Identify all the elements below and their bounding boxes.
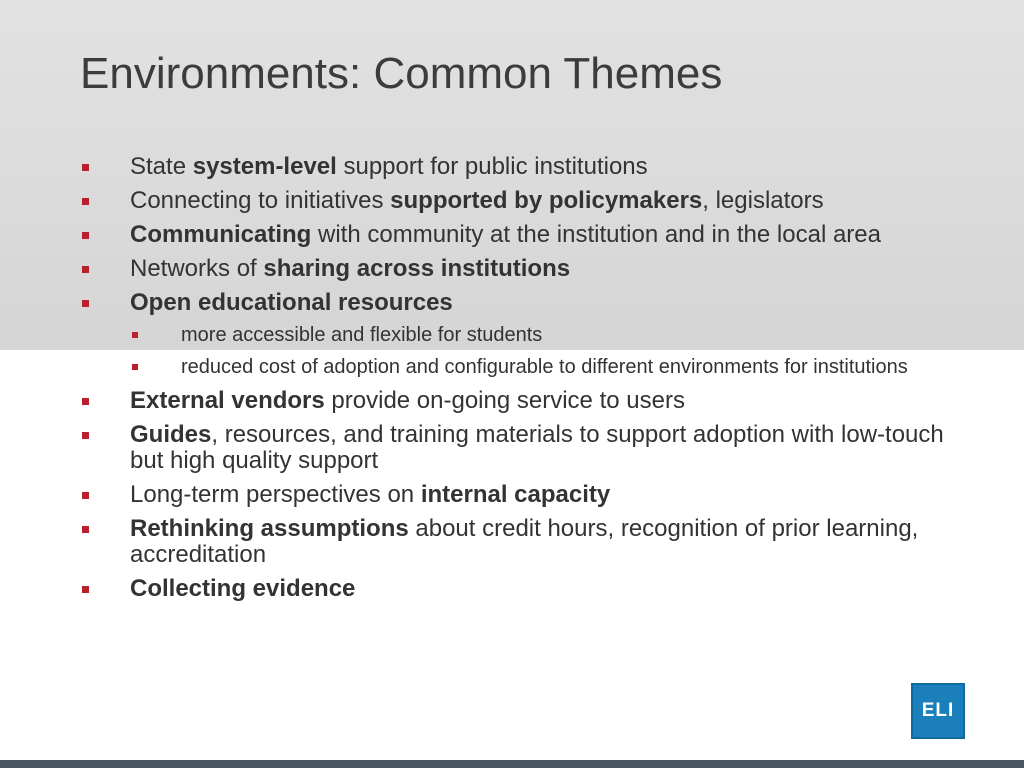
bullet-square-icon [132,332,138,338]
bullet-item [80,422,965,474]
bullet-text-bold: Communicating [130,221,312,248]
bullet-item [80,388,965,414]
bullet-text: provide on-going service to users [324,387,685,414]
bullet-square-icon [82,198,89,205]
bullet-square-icon [82,232,89,239]
bullet-text: Long-term perspectives on [130,481,421,508]
bullet-square-icon [82,164,89,171]
bullet-list [80,154,965,610]
bullet-text-bold: Rethinking assumptions [130,515,409,542]
bullet-item [80,154,965,180]
bullet-square-icon [82,300,89,307]
bullet-square-icon [82,586,89,593]
bullet-square-icon [132,364,138,370]
sub-bullet-item [80,356,965,379]
sub-bullet-item [80,324,965,347]
bullet-text-bold: Guides [130,421,212,448]
bullet-text-bold: Open educational resources [130,289,453,316]
footer-bar [0,760,1024,768]
bullet-text-bold: Collecting evidence [130,575,356,602]
bullet-text-bold: External vendors [130,387,325,414]
bullet-text: more accessible and flexible for students [181,324,543,346]
bullet-text: , resources, and training materials to support adoption with low-touch but high quality support [130,421,944,474]
bullet-text: reduced cost of adoption and configurable to different environments for institutions [181,356,908,378]
bullet-text-bold: system-level [192,153,337,180]
bullet-text: State [130,153,193,180]
bullet-item [80,482,965,508]
bullet-item [80,290,965,316]
bullet-text: with community at the institution and in the local area [311,221,881,248]
bullet-square-icon [82,432,89,439]
bullet-text: Connecting to initiatives [130,187,391,214]
bullet-text-bold: internal capacity [420,481,611,508]
bullet-text-bold: sharing across institutions [263,255,571,282]
bullet-text: , legislators [702,187,824,214]
bullet-square-icon [82,398,89,405]
bullet-item [80,516,965,568]
bullet-item [80,222,965,248]
eli-logo: ELI [911,683,965,739]
bullet-text: Networks of [130,255,264,282]
bullet-square-icon [82,266,89,273]
bullet-text: about credit hours, recognition of prior learning, accreditation [130,515,919,568]
bullet-item [80,188,965,214]
bullet-item [80,576,965,602]
bullet-text-bold: supported by policymakers [390,187,703,214]
bullet-square-icon [82,492,89,499]
bullet-text: support for public institutions [336,153,648,180]
bullet-square-icon [82,526,89,533]
slide-title: Environments: Common Themes [80,49,723,98]
bullet-item [80,256,965,282]
